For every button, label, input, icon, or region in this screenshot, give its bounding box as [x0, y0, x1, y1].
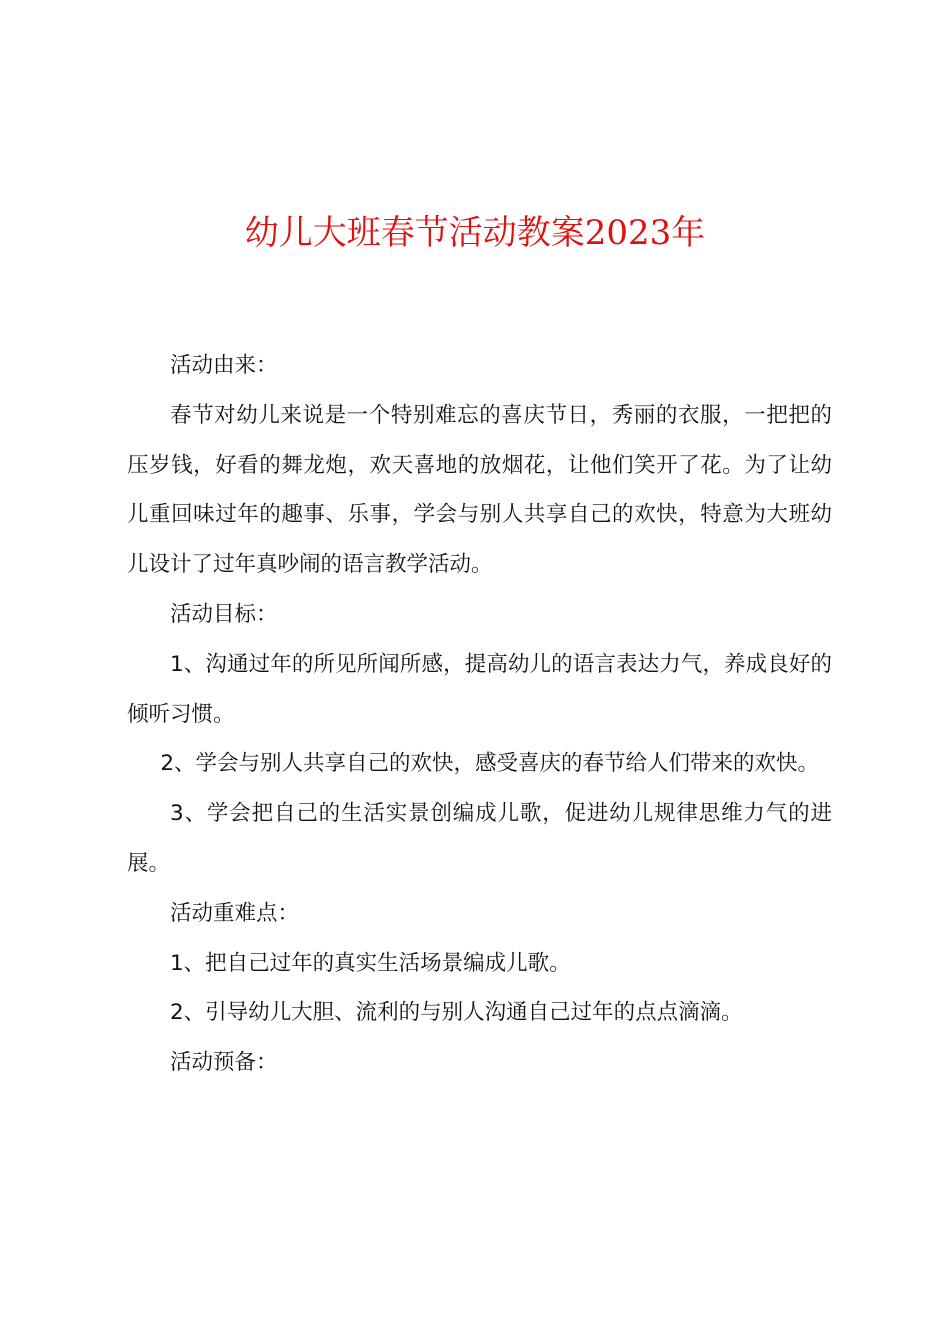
section-heading-key-points: 活动重难点：	[170, 900, 300, 926]
document-title: 幼儿大班春节活动教案2023年	[244, 213, 706, 253]
document-body	[127, 341, 832, 1088]
paragraph-origin: 春节对幼儿来说是一个特别难忘的喜庆节日，秀丽的衣服，一把把的压岁钱，好看的舞龙炮，欢天喜地的放烟花，让他们笑开了花。为了让幼儿重回味过年的趣事、乐事，学会与别人共享自己的欢快，特意为大班幼儿设计了过年真吵闹的语言教学活动。	[127, 402, 832, 578]
key-point-item-2: 2、引导幼儿大胆、流利的与别人沟通自己过年的点点滴滴。	[170, 1000, 743, 1026]
section-heading-origin: 活动由来：	[170, 353, 278, 378]
section-heading-preparation: 活动预备：	[170, 1050, 278, 1076]
goal-item-3: 3、学会把自己的生活实景创编成儿歌，促进幼儿规律思维力气的进展。	[127, 801, 832, 876]
key-point-item-1: 1、把自己过年的真实生活场景编成儿歌。	[170, 950, 571, 976]
section-heading-goals: 活动目标：	[170, 601, 278, 627]
goal-item-2: 2、学会与别人共享自己的欢快，感受喜庆的春节给人们带来的欢快。	[160, 751, 819, 777]
goal-item-1: 1、沟通过年的所见所闻所感，提高幼儿的语言表达力气，养成良好的倾听习惯。	[127, 651, 832, 727]
